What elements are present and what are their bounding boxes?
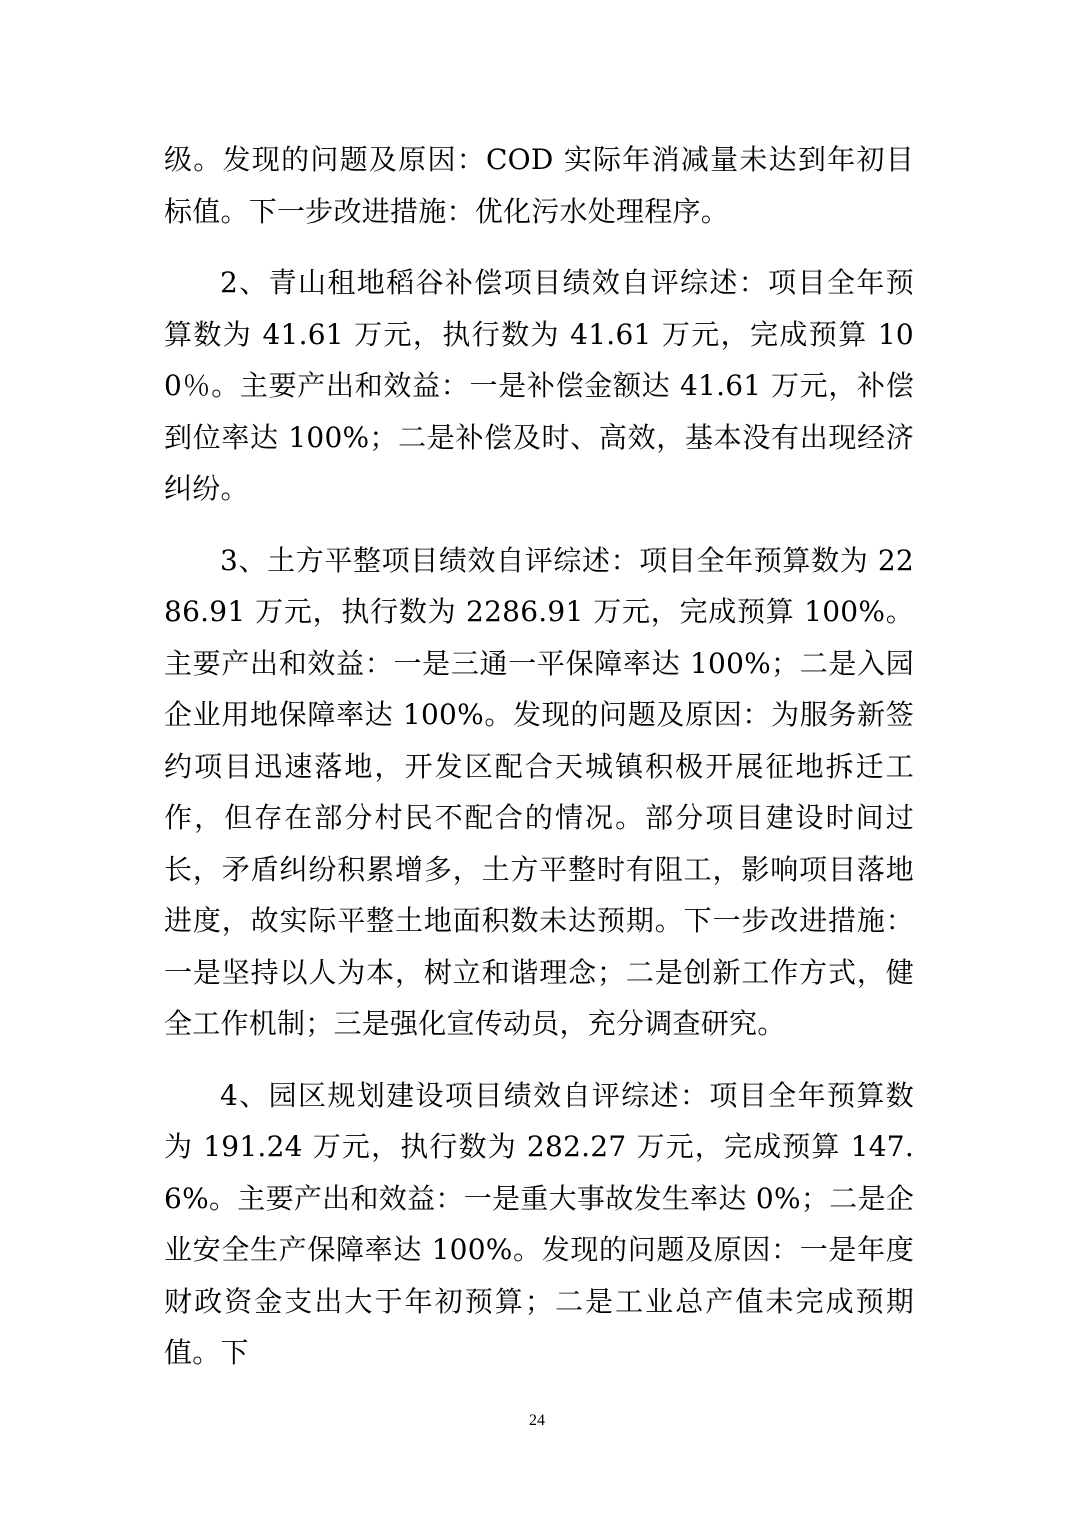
paragraph-continuation: 级。发现的问题及原因：COD 实际年消减量未达到年初目标值。下一步改进措施：优化污水处理程序。 (164, 143, 914, 228)
document-body (164, 134, 914, 1379)
paragraph-item-4: 4、园区规划建设项目绩效自评综述：项目全年预算数为 191.24 万元，执行数为 282.27 万元，完成预算 147.6%。主要产出和效益：一是重大事故发生率达 0%；二是企业安全生产保障率达 100%。发现的问题及原因：一是年度财政资金支出大于年初预算；二是工业总产值未完成预期值。下 (164, 1078, 914, 1369)
paragraph-item-2: 2、青山租地稻谷补偿项目绩效自评综述：项目全年预算数为 41.61 万元，执行数为 41.61 万元，完成预算 100％。主要产出和效益：一是补偿金额达 41.61 万元，补偿到位率达 100%；二是补偿及时、高效，基本没有出现经济纠纷。 (164, 266, 914, 505)
paragraph-item-3: 3、土方平整项目绩效自评综述：项目全年预算数为 2286.91 万元，执行数为 2286.91 万元，完成预算 100%。主要产出和效益：一是三通一平保障率达 100%；二是入园企业用地保障率达 100%。发现的问题及原因：为服务新签约项目迅速落地，开发区配合天城镇积极开展征地拆迁工作，但存在部分村民不配合的情况。部分项目建设时间过长，矛盾纠纷积累增多，土方平整时有阻工，影响项目落地进度，故实际平整土地面积数未达预期。下一步改进措施：一是坚持以人为本，树立和谐理念；二是创新工作方式，健全工作机制；三是强化宣传动员，充分调查研究。 (164, 543, 914, 1040)
page-number: 24 (529, 1412, 545, 1429)
